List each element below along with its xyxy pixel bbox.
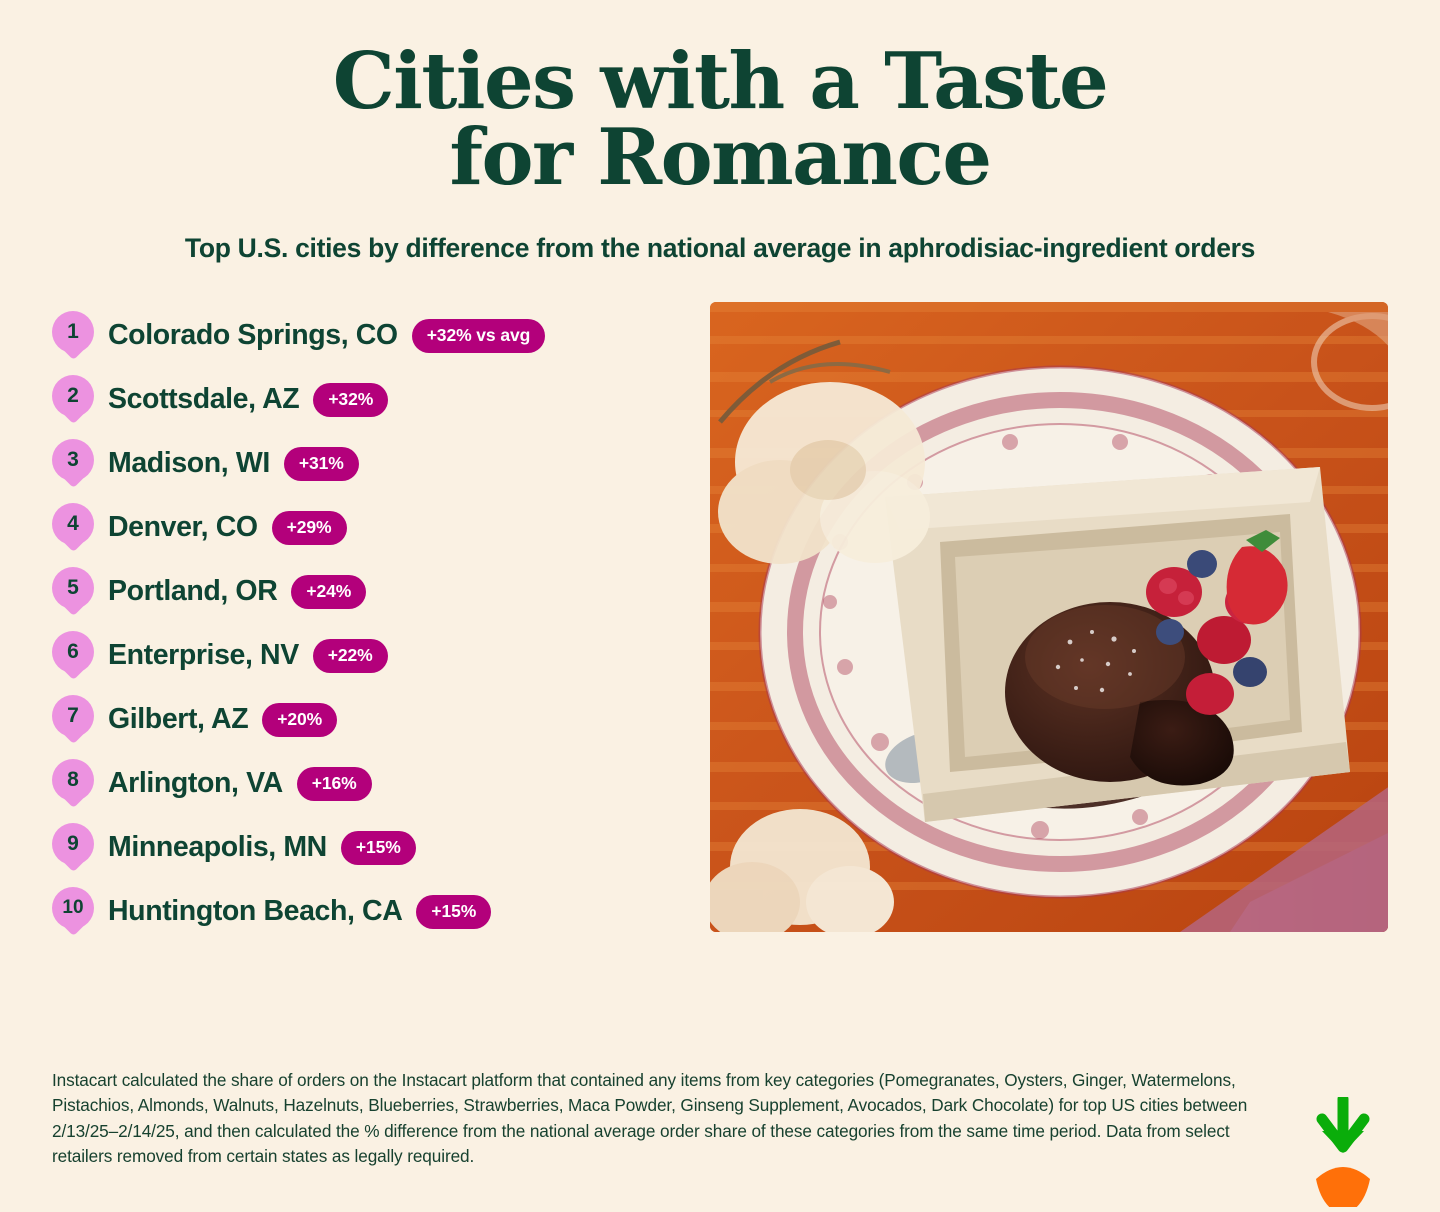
list-item <box>52 432 672 496</box>
value-badge: +15% <box>416 895 491 929</box>
carrot-logo-icon <box>1304 1097 1382 1207</box>
value-badge: +29% <box>272 511 347 545</box>
city-label: Enterprise, NV <box>108 639 299 672</box>
city-label: Colorado Springs, CO <box>108 319 398 352</box>
map-pin-icon <box>52 439 94 489</box>
methodology-footnote: Instacart calculated the share of orders on the Instacart platform that contained any items from key categories (Pomegranates, Oysters, Ginger, Watermelons, Pistachios, Almonds, Walnuts, Hazelnuts, Blueberries, Strawberries, Maca Powder, Ginseng Supplement, Avocados, Dark Chocolate) for top US cities between 2/13/25–2/14/25, and then calculated the % difference from the national average order share of these categories from the same time period. Data from select retailers removed from certain states as legally required. <box>52 1070 1248 1166</box>
map-pin-icon <box>52 887 94 937</box>
map-pin-icon <box>52 759 94 809</box>
value-badge: +24% <box>291 575 366 609</box>
list-item <box>52 816 672 880</box>
main-content <box>0 302 1440 944</box>
title-line-1: Cities with a Taste <box>332 36 1108 127</box>
city-label: Arlington, VA <box>108 767 283 800</box>
list-item <box>52 304 672 368</box>
list-item <box>52 560 672 624</box>
list-item <box>52 368 672 432</box>
rank-number: 3 <box>52 439 94 481</box>
rank-number: 2 <box>52 375 94 417</box>
rank-number: 10 <box>52 887 94 929</box>
city-label: Denver, CO <box>108 511 258 544</box>
page-subtitle: Top U.S. cities by difference from the national average in aphrodisiac-ingredient orders <box>184 232 1256 263</box>
rank-number: 8 <box>52 759 94 801</box>
title-line-2: for Romance <box>449 112 991 204</box>
rank-number: 5 <box>52 567 94 609</box>
rank-number: 4 <box>52 503 94 545</box>
city-label: Portland, OR <box>108 575 278 608</box>
page-title <box>0 36 1440 204</box>
instacart-carrot-logo <box>1304 1097 1382 1207</box>
city-ranking-list <box>52 302 672 944</box>
list-item <box>52 880 672 944</box>
map-pin-icon <box>52 823 94 873</box>
map-pin-icon <box>52 311 94 361</box>
list-item <box>52 688 672 752</box>
dessert-photo <box>710 302 1388 932</box>
map-pin-icon <box>52 375 94 425</box>
map-pin-icon <box>52 631 94 681</box>
value-badge: +15% <box>341 831 416 865</box>
value-badge: +31% <box>284 447 359 481</box>
rank-number: 7 <box>52 695 94 737</box>
rank-number: 1 <box>52 311 94 353</box>
value-badge: +22% <box>313 639 388 673</box>
list-item <box>52 624 672 688</box>
city-label: Huntington Beach, CA <box>108 895 403 928</box>
rank-number: 9 <box>52 823 94 865</box>
city-label: Minneapolis, MN <box>108 831 327 864</box>
map-pin-icon <box>52 567 94 617</box>
city-label: Gilbert, AZ <box>108 703 249 736</box>
list-item <box>52 496 672 560</box>
dessert-photo-illustration <box>710 302 1388 932</box>
map-pin-icon <box>52 695 94 745</box>
value-badge: +16% <box>297 767 372 801</box>
value-badge: +20% <box>262 703 337 737</box>
value-badge: +32% vs avg <box>412 319 546 353</box>
map-pin-icon <box>52 503 94 553</box>
city-label: Madison, WI <box>108 447 270 480</box>
rank-number: 6 <box>52 631 94 673</box>
value-badge: +32% <box>313 383 388 417</box>
city-label: Scottsdale, AZ <box>108 383 300 416</box>
list-item <box>52 752 672 816</box>
